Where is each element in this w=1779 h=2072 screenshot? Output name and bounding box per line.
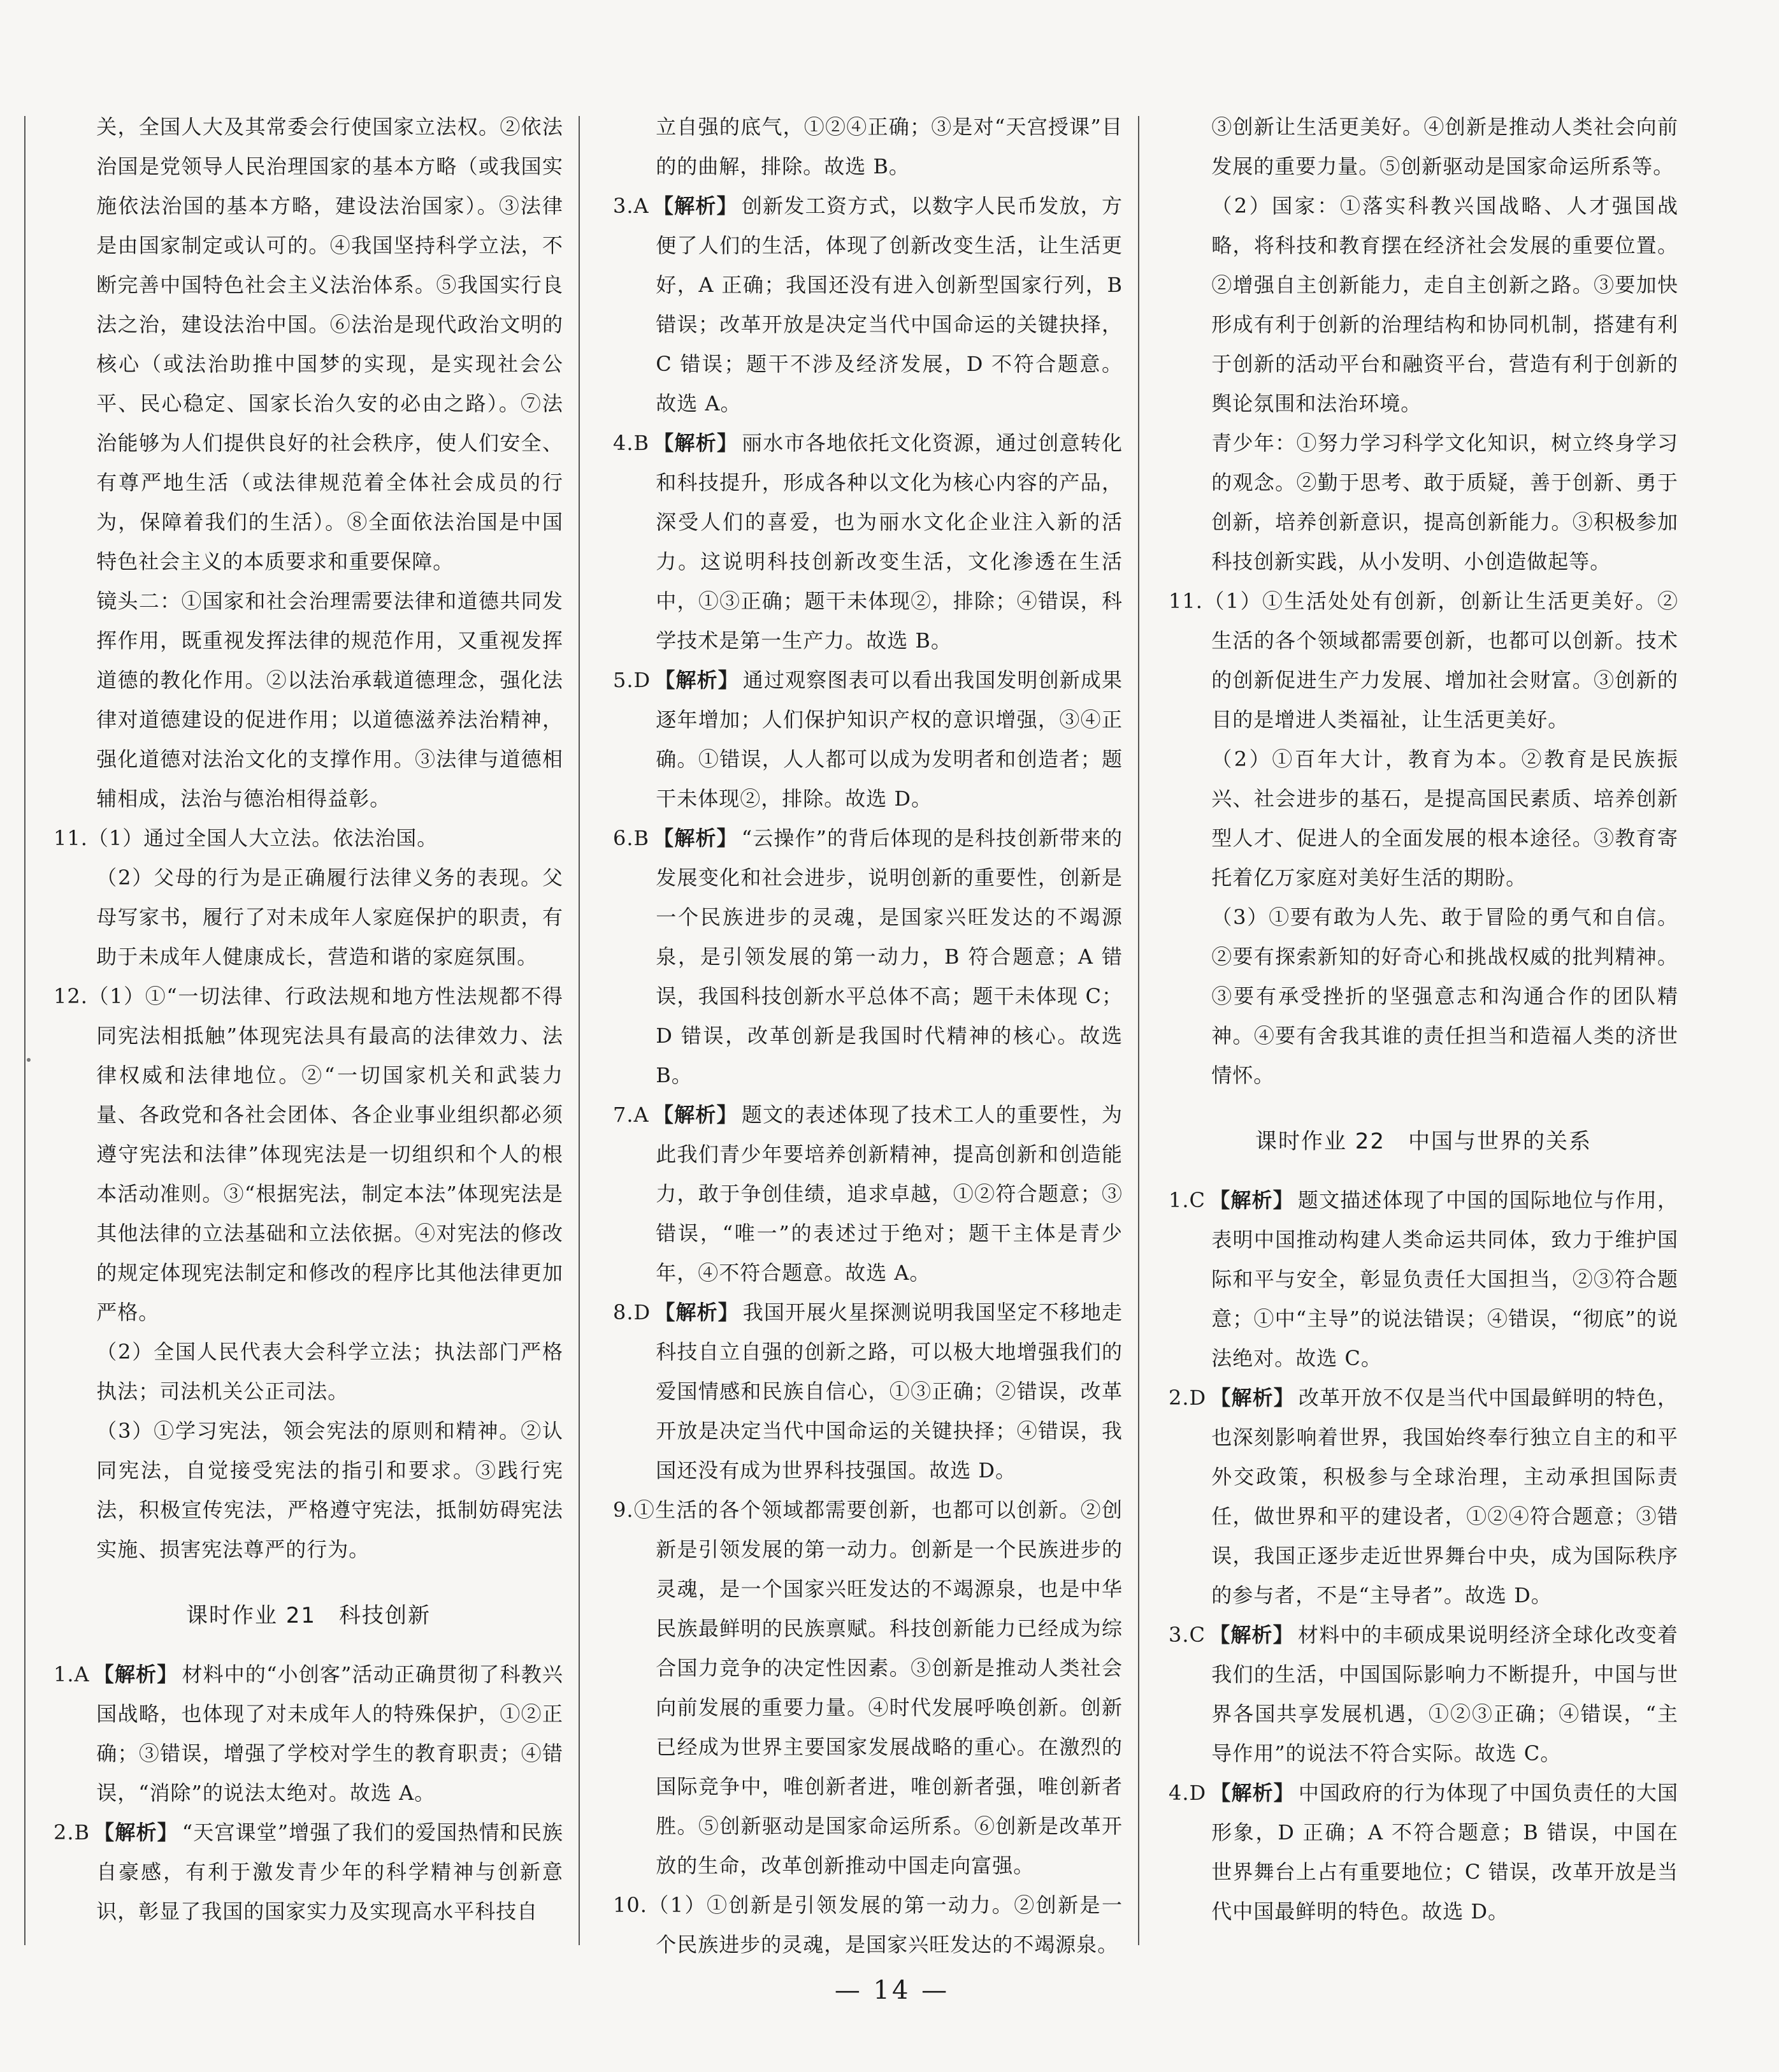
- answer-text: “云操作”的背后体现的是科技创新带来的发展变化和社会进步，说明创新的重要性，创新是一个民族进步的灵魂，是国家兴旺发达的不竭源泉，是引领发展的第一动力，B 符合题意；A 错误，我国科技创新水平总体不高；题干未体现 C；D 错误，改革创新是我国时代精神的核心。故选 B。: [656, 826, 1123, 1087]
- column-rule-left: [24, 116, 25, 1945]
- answer-text: 题文描述体现了中国的国际地位与作用，表明中国推动构建人类命运共同体，致力于维护国际和平与安全，彰显负责任大国担当，②③符合题意；①中“主导”的说法错误；④错误，“彻底”的说法绝对。故选 C。: [1211, 1188, 1678, 1370]
- question-number: 4.D: [1169, 1781, 1207, 1805]
- answer-text: 通过观察图表可以看出我国发明创新成果逐年增加；人们保护知识产权的意识增强，③④正确。①错误，人人都可以成为发明者和创造者；题干未体现②，排除。故选 D。: [656, 668, 1123, 811]
- analysis-tag: 【解析】: [652, 1103, 738, 1127]
- paragraph: 镜头二：①国家和社会治理需要法律和道德共同发挥作用，既重视发挥法律的规范作用，又重视发挥道德的教化作用。②以法治承载道德理念，强化法律对道德建设的促进作用；以道德滋养法治精神，强化道德对法治文化的支撑作用。③法律与道德相辅相成，法治与德治相得益彰。: [96, 589, 563, 811]
- question-number: 2.B: [54, 1820, 90, 1844]
- paragraph: ③创新让生活更美好。④创新是推动人类社会向前发展的重要力量。⑤创新驱动是国家命运所系等。: [1211, 115, 1678, 178]
- analysis-tag: 【解析】: [654, 1300, 739, 1324]
- answer-item: 青少年：①努力学习科学文化知识，树立终身学习的观念。②勤于思考、敢于质疑，善于创新、勇于创新，培养创新意识，提高创新能力。③积极参加科技创新实践，从小发明、小创造做起等。: [1211, 431, 1678, 574]
- column-3: [1169, 107, 1678, 1931]
- analysis-tag: 【解析】: [1210, 1386, 1295, 1410]
- answer-item: （3）①要有敢为人先、敢于冒险的勇气和自信。②要有探索新知的好奇心和挑战权威的批判精神。③要有承受挫折的坚强意志和沟通合作的团队精神。④要有舍我其谁的责任担当和造福人类的济世情怀。: [1211, 905, 1678, 1087]
- answer-text: 我国开展火星探测说明我国坚定不移地走科技自立自强的创新之路，可以极大地增强我们的爱国情感和民族自信心，①③正确；②错误，改革开放是决定当代中国命运的关键抉择；④错误，我国还没有成为世界科技强国。故选 D。: [656, 1300, 1123, 1482]
- answer-text: 题文的表述体现了技术工人的重要性，为此我们青少年要培养创新精神，提高创新和创造能力，敢于争创佳绩，追求卓越，①②符合题意；③错误，“唯一”的表述过于绝对；题干主体是青少年，④不符合题意。故选 A。: [656, 1103, 1123, 1285]
- answer-text: 丽水市各地依托文化资源，通过创意转化和科技提升，形成各种以文化为核心内容的产品，深受人们的喜爱，也为丽水文化企业注入新的活力。这说明科技创新改变生活，文化渗透在生活中，①③正确；题干未体现②，排除；④错误，科学技术是第一生产力。故选 B。: [656, 431, 1123, 653]
- paragraph: 立自强的底气，①②④正确；③是对“天宫授课”目的的曲解，排除。故选 B。: [656, 115, 1123, 178]
- answer-item: [1169, 1180, 1678, 1378]
- answer-item: 10.（1）①创新是引领发展的第一动力。②创新是一个民族进步的灵魂，是国家兴旺发达的不竭源泉。: [613, 1893, 1123, 1957]
- question-number: 8.D: [613, 1300, 651, 1324]
- answer-text: 中国政府的行为体现了中国负责任的大国形象，D 正确；A 不符合题意；B 错误，中国在世界舞台上占有重要地位；C 错误，改革开放是当代中国最鲜明的特色。故选 D。: [1211, 1781, 1678, 1923]
- answer-item: 11.（1）①生活处处有创新，创新让生活更美好。②生活的各个领域都需要创新，也都可以创新。技术的创新促进生产力发展、增加社会财富。③创新的目的是增进人类福祉，让生活更美好。: [1169, 589, 1678, 732]
- question-number: 5.D: [613, 668, 651, 692]
- answer-item: [613, 186, 1123, 423]
- answer-item: [613, 423, 1123, 660]
- answer-text: 材料中的“小创客”活动正确贯彻了科教兴国战略，也体现了对未成年人的特殊保护，①②正确；③错误，增强了学校对学生的教育职责；④错误，“消除”的说法太绝对。故选 A。: [96, 1662, 563, 1805]
- answer-item: （2）父母的行为是正确履行法律义务的表现。父母写家书，履行了对未成年人家庭保护的职责，有助于未成年人健康成长，营造和谐的家庭氛围。: [96, 866, 563, 969]
- analysis-tag: 【解析】: [1210, 1781, 1295, 1805]
- question-number: 3.A: [613, 194, 649, 218]
- column-rule-right: [1138, 116, 1139, 1945]
- question-number: 6.B: [613, 826, 650, 850]
- analysis-tag: 【解析】: [654, 668, 739, 692]
- analysis-tag: 【解析】: [653, 826, 738, 850]
- answer-item: [1169, 1615, 1678, 1773]
- column-rule-middle: [579, 116, 580, 1945]
- paragraph: 关，全国人大及其常委会行使国家立法权。②依法治国是党领导人民治理国家的基本方略（或我国实施依法治国的基本方略，建设法治国家）。③法律是由国家制定或认可的。④我国坚持科学立法，不断完善中国特色社会主义法治体系。⑤我国实行良法之治，建设法治中国。⑥法治是现代政治文明的核心（或法治助推中国梦的实现，是实现社会公平、民心稳定、国家长治久安的必由之路）。⑦法治能够为人们提供良好的社会秩序，使人们安全、有尊严地生活（或法律规范着全体社会成员的行为，保障着我们的生活）。⑧全面依法治国是中国特色社会主义的本质要求和重要保障。: [96, 115, 563, 574]
- analysis-tag: 【解析】: [1209, 1188, 1294, 1212]
- analysis-tag: 【解析】: [653, 431, 738, 455]
- answer-item: 9.①生活的各个领域都需要创新，也都可以创新。②创新是引领发展的第一动力。创新是一个民族进步的灵魂，是一个国家兴旺发达的不竭源泉，也是中华民族最鲜明的民族禀赋。科技创新能力已经成为综合国力竞争的决定性因素。③创新是推动人类社会向前发展的重要力量。④时代发展呼唤创新。创新已经成为世界主要国家发展战略的重心。在激烈的国际竞争中，唯创新者进，唯创新者强，唯创新者胜。⑤创新驱动是国家命运所系。⑥创新是改革开放的生命，改革创新推动中国走向富强。: [613, 1498, 1123, 1878]
- answer-text: 创新发工资方式，以数字人民币发放，方便了人们的生活，体现了创新改变生活，让生活更好，A 正确；我国还没有进入创新型国家行列，B 错误；改革开放是决定当代中国命运的关键抉择，C 错误；题干不涉及经济发展，D 不符合题意。故选 A。: [656, 194, 1123, 416]
- question-number: 1.A: [54, 1662, 90, 1686]
- column-2: [613, 107, 1123, 1964]
- answer-item: [613, 1293, 1123, 1490]
- answer-item: [1169, 1773, 1678, 1931]
- answer-text: 材料中的丰硕成果说明经济全球化改变着我们的生活，中国国际影响力不断提升，中国与世界各国共享发展机遇，①②③正确；④错误，“主导作用”的说法不符合实际。故选 C。: [1211, 1623, 1678, 1765]
- question-number: 7.A: [613, 1103, 649, 1127]
- analysis-tag: 【解析】: [94, 1820, 178, 1844]
- analysis-tag: 【解析】: [652, 194, 738, 218]
- answer-item: 12.（1）①“一切法律、行政法规和地方性法规都不得同宪法相抵触”体现宪法具有最高的法律效力、法律权威和法律地位。②“一切国家机关和武装力量、各政党和各社会团体、各企业事业组织都必须遵守宪法和法律”体现宪法是一切组织和个人的根本活动准则。③“根据宪法，制定本法”体现宪法是其他法律的立法基础和立法依据。④对宪法的修改的规定体现宪法制定和修改的程序比其他法律更加严格。: [54, 984, 563, 1324]
- answer-text: “天宫课堂”增强了我们的爱国热情和民族自豪感，有利于激发青少年的科学精神与创新意识，彰显了我国的国家实力及实现高水平科技自: [96, 1820, 563, 1923]
- analysis-tag: 【解析】: [1209, 1623, 1294, 1647]
- question-number: 1.C: [1169, 1188, 1206, 1212]
- section-heading: 课时作业 22 中国与世界的关系: [1255, 1129, 1592, 1154]
- analysis-tag: 【解析】: [93, 1662, 178, 1686]
- column-1: [54, 107, 563, 1931]
- section-heading: 课时作业 21 科技创新: [185, 1603, 431, 1628]
- answer-item: （2）全国人民代表大会科学立法；执法部门严格执法；司法机关公正司法。: [96, 1340, 563, 1403]
- answer-item: （3）①学习宪法，领会宪法的原则和精神。②认同宪法，自觉接受宪法的指引和要求。③践行宪法，积极宣传宪法，严格遵守宪法，抵制妨碍宪法实施、损害宪法尊严的行为。: [96, 1419, 563, 1561]
- scan-speck: [27, 1058, 31, 1062]
- answer-item: [613, 1095, 1123, 1293]
- question-number: 4.B: [613, 431, 650, 455]
- answer-item: 11.（1）通过全国人大立法。依法治国。: [54, 826, 438, 850]
- page-number: — 14 —: [834, 1976, 950, 2005]
- question-number: 3.C: [1169, 1623, 1206, 1647]
- answer-item: [54, 1813, 563, 1931]
- answer-item: [613, 660, 1123, 818]
- answer-item: （2）①百年大计，教育为本。②教育是民族振兴、社会进步的基石，是提高国民素质、培养创新型人才、促进人的全面发展的根本途径。③教育寄托着亿万家庭对美好生活的期盼。: [1211, 747, 1678, 890]
- answer-item: [54, 1655, 563, 1813]
- answer-item: [1169, 1378, 1678, 1615]
- question-number: 2.D: [1169, 1386, 1207, 1410]
- answer-item: [613, 818, 1123, 1095]
- answer-text: 改革开放不仅是当代中国最鲜明的特色，也深刻影响着世界，我国始终奉行独立自主的和平外交政策，积极参与全球治理，主动承担国际责任，做世界和平的建设者，①②④符合题意；③错误，我国正逐步走近世界舞台中央，成为国际秩序的参与者，不是“主导者”。故选 D。: [1211, 1386, 1678, 1607]
- answer-item: （2）国家：①落实科教兴国战略、人才强国战略，将科技和教育摆在经济社会发展的重要位置。②增强自主创新能力，走自主创新之路。③要加快形成有利于创新的治理结构和协同机制，搭建有利于创新的活动平台和融资平台，营造有利于创新的舆论氛围和法治环境。: [1211, 194, 1678, 416]
